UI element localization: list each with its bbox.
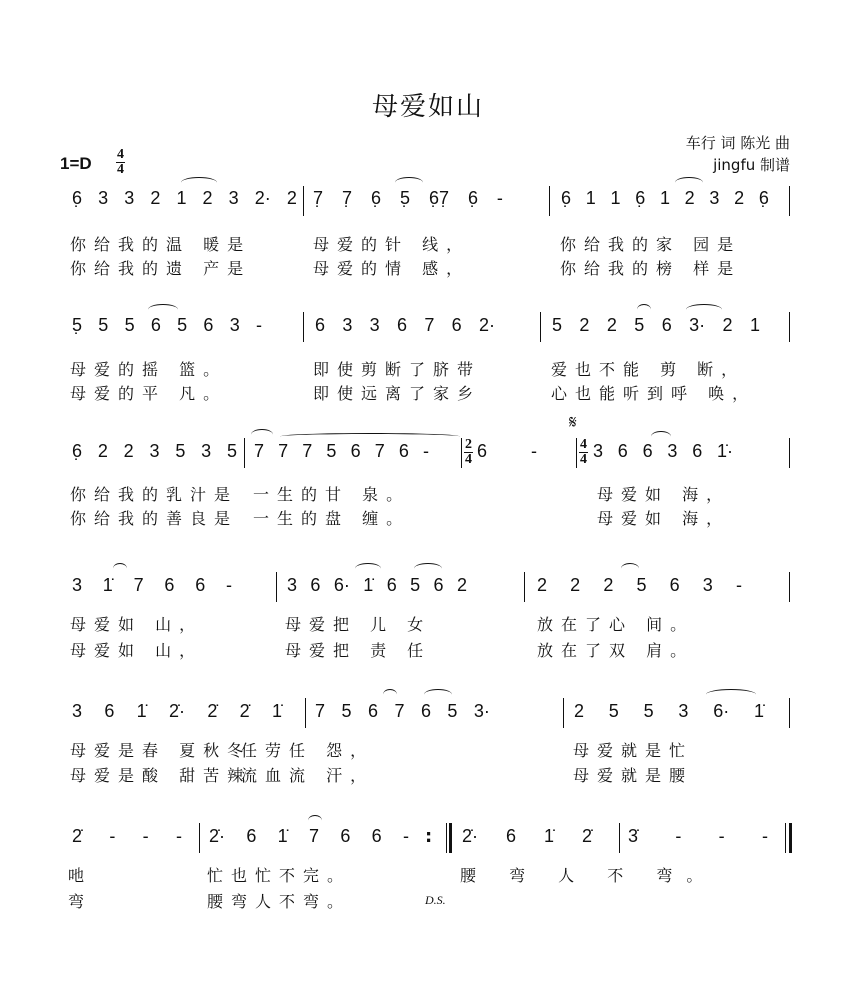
slur xyxy=(395,177,423,188)
note: 2 xyxy=(574,701,585,721)
measure-notes xyxy=(462,826,592,852)
lyric-verse-2: 一生的盘 缠。 xyxy=(253,509,411,528)
note: 1̇ xyxy=(271,701,282,721)
note: 6̣ xyxy=(758,188,769,208)
barline xyxy=(305,698,306,728)
song-title: 母爱如山 xyxy=(371,92,484,122)
segno-icon: 𝄋 xyxy=(569,412,577,433)
barline xyxy=(276,572,277,602)
note: 1 xyxy=(749,315,760,335)
barline xyxy=(789,186,790,216)
measure-notes xyxy=(574,701,764,727)
note: 1 xyxy=(585,188,596,208)
note: 7̣ xyxy=(341,188,352,208)
note: 6 xyxy=(420,701,431,721)
note: 5 xyxy=(608,701,619,721)
note: 6 xyxy=(661,315,672,335)
measure-notes xyxy=(72,441,237,467)
barline xyxy=(303,186,304,216)
lyric-verse-2: 心也能听到呼 唤， xyxy=(551,384,757,403)
note: 2· xyxy=(478,315,495,335)
note: 3 xyxy=(72,701,83,721)
lyric-verse-1: 母爱如 山， xyxy=(70,615,204,634)
barline xyxy=(785,823,786,853)
note: 6 xyxy=(386,575,397,595)
note: 2 xyxy=(150,188,161,208)
lyric-verse-2: 母爱如 山， xyxy=(70,641,204,660)
dash-note: - xyxy=(255,315,262,335)
note: 6 xyxy=(246,826,257,846)
lyric-verse-1: 任劳任 怨， xyxy=(241,741,375,760)
lyric-verse-1: 你给我的温 暖是 xyxy=(70,235,252,254)
ds-marking: D.S. xyxy=(425,893,446,907)
barline xyxy=(461,438,462,468)
measure-notes xyxy=(72,575,232,601)
note: 3 xyxy=(149,441,160,461)
measure-notes xyxy=(72,315,262,341)
lyric-verse-2: 流血流 汗， xyxy=(241,766,375,785)
note: 7 xyxy=(394,701,405,721)
note: 1̇ xyxy=(102,575,113,595)
measure-notes xyxy=(72,701,282,727)
barline xyxy=(619,823,620,853)
note: 6̣ xyxy=(635,188,646,208)
lyric-verse-1: 你给我的乳汁是 xyxy=(70,485,239,504)
lyric-verse-1: 忙也忙不完。 xyxy=(207,866,352,885)
note: 6 xyxy=(642,441,653,461)
note: 3 xyxy=(593,441,604,461)
note: 2 xyxy=(570,575,581,595)
note: 5 xyxy=(341,701,352,721)
measure-notes xyxy=(552,315,760,341)
note: 5 xyxy=(326,441,337,461)
barline xyxy=(549,186,550,216)
measure-notes xyxy=(72,826,182,852)
lyric-verse-1: 母爱把 儿 女 xyxy=(285,615,432,634)
note: 6 xyxy=(367,701,378,721)
measure-notes xyxy=(254,441,429,467)
lyric-verse-2: 母爱如 海， xyxy=(597,509,731,528)
note: 7 xyxy=(254,441,265,461)
note: 5 xyxy=(175,441,186,461)
lyric-verse-2: 母爱把 责 任 xyxy=(285,641,432,660)
note: 6̣7̣ xyxy=(428,188,449,208)
note: 2̇ xyxy=(72,826,83,846)
note: 6 xyxy=(692,441,703,461)
lyric-verse-1: 爱也不能 剪 断， xyxy=(551,360,746,379)
lyric-verse-1: 吔 xyxy=(68,866,93,885)
lyric-verse-2: 母爱的平 凡。 xyxy=(70,384,228,403)
note: 7 xyxy=(308,826,319,846)
lyric-verse-2: 腰弯人不弯。 xyxy=(207,892,352,911)
note: 3 xyxy=(228,188,239,208)
note: 7 xyxy=(424,315,435,335)
lyric-verse-1: 一生的甘 泉。 xyxy=(253,485,411,504)
note: 6̣ xyxy=(72,441,83,461)
note: 1 xyxy=(659,188,670,208)
slur xyxy=(251,429,273,440)
note: 2̇· xyxy=(462,826,479,846)
note: 5 xyxy=(410,575,421,595)
lyric-verse-1: 母爱如 海， xyxy=(597,485,731,504)
note: 2 xyxy=(456,575,467,595)
note: 2 xyxy=(603,575,614,595)
lyric-verse-1: 即使剪断了脐带 xyxy=(313,360,482,379)
note: 2 xyxy=(684,188,695,208)
dash-note: - xyxy=(225,575,232,595)
lyric-verse-1: 母爱就是忙 xyxy=(573,741,694,760)
slur xyxy=(686,304,722,315)
ts-top: 4 xyxy=(117,147,124,162)
note: 6 xyxy=(203,315,214,335)
lyric-verse-1: 你给我的家 园是 xyxy=(560,235,742,254)
note: 5 xyxy=(124,315,135,335)
ts-bottom: 4 xyxy=(117,162,124,177)
slur xyxy=(308,815,322,826)
note: 5 xyxy=(634,315,645,335)
measure-notes xyxy=(477,441,537,467)
lyric-verse-2: 你给我的善良是 xyxy=(70,509,239,528)
note: 5 xyxy=(636,575,647,595)
note: 3 xyxy=(369,315,380,335)
tie xyxy=(280,433,460,440)
lyric-verse-1: 放在了心 间。 xyxy=(537,615,695,634)
time-signature xyxy=(116,148,125,177)
note: 6̣ xyxy=(561,188,572,208)
note: 6 xyxy=(164,575,175,595)
note: 3 xyxy=(124,188,135,208)
barline xyxy=(446,823,447,853)
slur xyxy=(181,177,217,188)
note: 3· xyxy=(473,701,490,721)
lyric-verse-1: 母爱的摇 篮。 xyxy=(70,360,228,379)
note: 3 xyxy=(98,188,109,208)
key-signature: 1=D xyxy=(60,154,92,173)
note: 5 xyxy=(226,441,237,461)
dash-note: - xyxy=(402,826,409,846)
note: 1̇ xyxy=(136,701,147,721)
barline xyxy=(524,572,525,602)
note: 1̇ xyxy=(363,575,374,595)
note: 5 xyxy=(98,315,109,335)
slur xyxy=(621,563,639,574)
time-signature-change xyxy=(579,438,588,467)
barline xyxy=(540,312,541,342)
measure-notes xyxy=(72,188,297,214)
dash-note: - xyxy=(762,826,768,846)
note: 7 xyxy=(374,441,385,461)
note: 6 xyxy=(617,441,628,461)
note: 1̇· xyxy=(716,441,733,461)
dash-note: - xyxy=(109,826,116,846)
note: 1̇ xyxy=(277,826,288,846)
note: 3 xyxy=(678,701,689,721)
barline xyxy=(303,312,304,342)
note: 6 xyxy=(451,315,462,335)
note: 3· xyxy=(689,315,706,335)
lyric-verse-2: 即使远离了家乡 xyxy=(313,384,482,403)
credits-transcriber: jingfu 制谱 xyxy=(713,156,790,174)
dash-note: - xyxy=(496,188,503,208)
repeat-dots: : xyxy=(425,826,433,847)
measure-notes xyxy=(537,575,742,601)
note: 6 xyxy=(340,826,351,846)
dash-note: - xyxy=(735,575,742,595)
note: 6 xyxy=(433,575,444,595)
barline xyxy=(789,572,790,602)
ts-bottom: 4 xyxy=(465,452,472,467)
dash-note: - xyxy=(142,826,149,846)
note: 6 xyxy=(104,701,115,721)
note: 5 xyxy=(177,315,188,335)
note: 7 xyxy=(133,575,144,595)
barline xyxy=(244,438,245,468)
note: 2· xyxy=(254,188,271,208)
dash-note: - xyxy=(176,826,182,846)
repeat-barline xyxy=(449,823,452,853)
barline xyxy=(789,438,790,468)
note: 5̣ xyxy=(72,315,83,335)
note: 3 xyxy=(709,188,720,208)
slur xyxy=(424,689,452,700)
lyric-verse-2: 弯 xyxy=(68,892,93,911)
ts-bottom: 4 xyxy=(580,452,587,467)
note: 5 xyxy=(552,315,563,335)
note: 6̣ xyxy=(467,188,478,208)
note: 3 xyxy=(667,441,678,461)
note: 2 xyxy=(734,188,745,208)
note: 6 xyxy=(505,826,516,846)
note: 6̣ xyxy=(72,188,83,208)
slur xyxy=(148,304,178,315)
note: 2 xyxy=(202,188,213,208)
dash-note: - xyxy=(531,441,537,461)
note: 3 xyxy=(229,315,240,335)
barline xyxy=(576,438,577,468)
slur xyxy=(637,304,651,315)
ts-top: 4 xyxy=(580,437,587,452)
measure-notes xyxy=(561,188,769,214)
note: 2̇ xyxy=(239,701,250,721)
note: 1̇ xyxy=(543,826,554,846)
note: 6 xyxy=(371,826,382,846)
lyric-verse-1: 腰 弯 人 不 弯。 xyxy=(460,866,717,885)
note: 3 xyxy=(702,575,713,595)
barline xyxy=(199,823,200,853)
lyric-verse-2: 你给我的遗 产是 xyxy=(70,259,252,278)
ts-top: 2 xyxy=(465,437,472,452)
note: 5 xyxy=(447,701,458,721)
lyric-verse-2: 母爱就是腰 xyxy=(573,766,694,785)
note: 3 xyxy=(72,575,83,595)
note: 5 xyxy=(643,701,654,721)
note: 2 xyxy=(722,315,733,335)
note: 2̇· xyxy=(209,826,226,846)
note: 3 xyxy=(201,441,212,461)
note: 6 xyxy=(195,575,206,595)
barline xyxy=(789,312,790,342)
barline xyxy=(563,698,564,728)
note: 6· xyxy=(713,701,730,721)
note: 2 xyxy=(97,441,108,461)
lyric-verse-2: 母爱是酸 甜苦辣 xyxy=(70,766,252,785)
note: 5̣ xyxy=(399,188,410,208)
note: 7̣ xyxy=(313,188,324,208)
slur xyxy=(355,563,381,574)
measure-notes xyxy=(209,826,409,852)
note: 6 xyxy=(150,315,161,335)
lyric-verse-1: 母爱的针 线， xyxy=(313,235,471,254)
dash-note: - xyxy=(675,826,682,846)
barline xyxy=(789,698,790,728)
note: 2 xyxy=(286,188,297,208)
time-signature-change xyxy=(464,438,473,467)
note: 1̇ xyxy=(753,701,764,721)
credits-authors: 车行 词 陈光 曲 xyxy=(685,134,790,152)
note: 6 xyxy=(315,315,326,335)
note: 6 xyxy=(396,315,407,335)
slur xyxy=(675,177,703,188)
note: 6 xyxy=(669,575,680,595)
measure-notes xyxy=(628,826,768,852)
lyric-verse-2: 放在了双 肩。 xyxy=(537,641,695,660)
note: 6 xyxy=(310,575,321,595)
slur xyxy=(651,431,671,442)
lyric-verse-1: 母爱是春 夏秋冬 xyxy=(70,741,252,760)
dash-note: - xyxy=(718,826,725,846)
note: 3 xyxy=(342,315,353,335)
slur xyxy=(414,563,442,574)
note: 3̇ xyxy=(628,826,639,846)
slur xyxy=(706,689,756,700)
note: 2̇ xyxy=(581,826,592,846)
measure-notes xyxy=(315,701,490,727)
lyric-verse-2: 母爱的情 感， xyxy=(313,259,471,278)
note: 2 xyxy=(537,575,548,595)
note: 6 xyxy=(350,441,361,461)
slur xyxy=(383,689,397,700)
note: 2 xyxy=(606,315,617,335)
slur xyxy=(113,563,127,574)
note: 6 xyxy=(398,441,409,461)
measure-notes xyxy=(313,188,503,214)
note: 6· xyxy=(333,575,350,595)
note: 2 xyxy=(123,441,134,461)
measure-notes xyxy=(315,315,495,341)
note: 7 xyxy=(315,701,326,721)
note: 7 xyxy=(278,441,289,461)
measure-notes xyxy=(593,441,733,467)
measure-notes xyxy=(287,575,467,601)
note: 2̇· xyxy=(168,701,185,721)
final-barline xyxy=(789,823,792,853)
note: 2̇ xyxy=(207,701,218,721)
lyric-verse-2: 你给我的榜 样是 xyxy=(560,259,742,278)
note: 6̣ xyxy=(370,188,381,208)
note: 1 xyxy=(176,188,187,208)
dash-note: - xyxy=(422,441,429,461)
note: 7 xyxy=(302,441,313,461)
note: 1 xyxy=(610,188,621,208)
note: 2 xyxy=(579,315,590,335)
note: 3 xyxy=(287,575,298,595)
note: 6 xyxy=(477,441,488,461)
